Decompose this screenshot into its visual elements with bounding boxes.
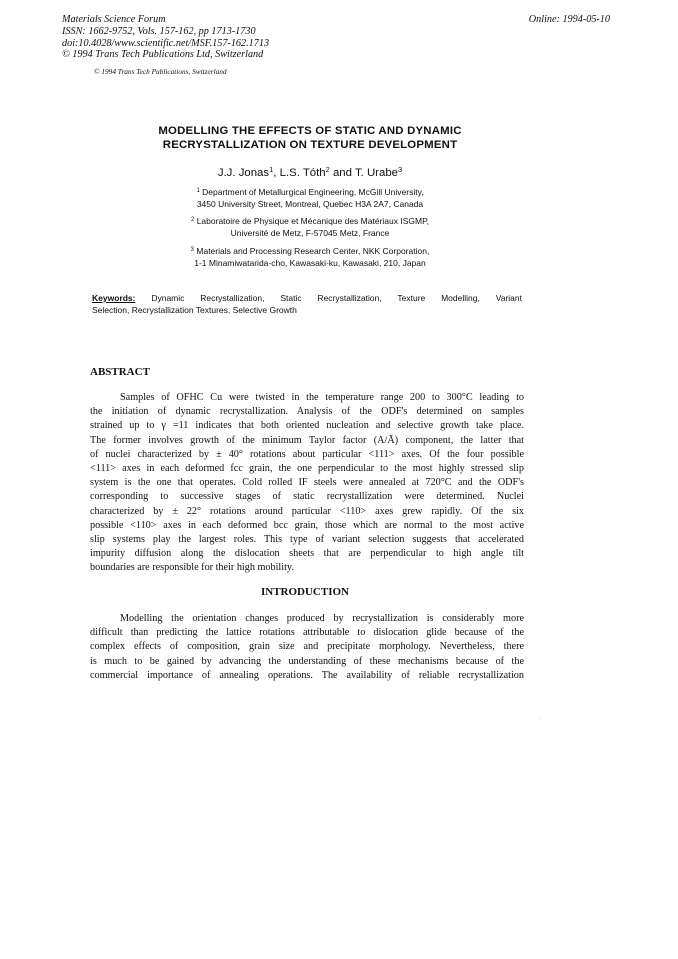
author-2-sup: 2 <box>325 165 330 174</box>
author-1: J.J. Jonas <box>217 167 270 179</box>
abstract-line: system is the one that operates. Cold rolled IF steels were annealed at 720°C and the ODF's <box>90 477 524 489</box>
abstract-heading: ABSTRACT <box>90 366 150 378</box>
introduction-line: Modelling the orientation changes produced by recrystallization is considerably more <box>120 613 524 624</box>
abstract-line: strained up to γ =11 indicates that both oriented nucleation and selective growth take place. <box>90 420 524 432</box>
abstract-line: slip systems play the largest roles. This type of variant selection suggests that accelerated <box>90 533 524 545</box>
affiliation-3-line-2: 1-1 Minamiwatarida-cho, Kawasaki-ku, Kawasaki, 210, Japan <box>194 258 426 268</box>
affiliation-3 <box>0 244 620 269</box>
journal-name: Materials Science Forum <box>62 14 166 25</box>
doi-link[interactable]: doi:10.4028/www.scientific.net/MSF.157-162.1713 <box>62 37 270 49</box>
abstract-line: boundaries are responsible for their high mobility. <box>90 562 294 574</box>
author-2: L.S. Tóth <box>279 167 326 179</box>
issn-line: ISSN: 1662-9752, Vols. 157-162, pp 1713-1730 <box>62 25 256 37</box>
affiliation-1-sup: 1 <box>196 188 200 194</box>
affiliation-1-line-1: Department of Metallurgical Engineering, McGill University, <box>202 187 424 197</box>
affiliation-2-line-2: Université de Metz, F-57045 Metz, France <box>230 228 390 238</box>
introduction-line: difficult than predicting the lattice rotations attributable to dislocation glide because of the <box>90 627 524 639</box>
affiliation-3-sup: 3 <box>190 247 195 253</box>
scan-speck <box>539 718 540 719</box>
keywords-block <box>92 293 522 316</box>
affiliation-1 <box>0 185 620 210</box>
introduction-body <box>90 612 524 683</box>
title-line-1: MODELLING THE EFFECTS OF STATIC AND DYNAMIC <box>158 125 462 137</box>
abstract-line: corresponding to successive stages of static recrystallization were determined. Nuclei <box>90 491 524 503</box>
affiliation-1-line-2: 3450 University Street, Montreal, Quebec H3A 2A7, Canada <box>196 199 424 209</box>
introduction-line: is much to be gained by advancing the understanding of these mechanisms because of the <box>90 655 524 667</box>
author-sep-1: , <box>273 167 280 179</box>
online-date: Online: 1994-05-10 <box>528 14 610 25</box>
copyright-small: © 1994 Trans Tech Publications, Switzerland <box>94 67 227 76</box>
keywords-label: Keywords: <box>92 293 136 303</box>
abstract-line: of nuclei characterized by ± 40° rotations about particular <111> axes. Of the four possible <box>90 448 524 460</box>
introduction-line: complex effects of composition, grain size and precipitate morphology. Nevertheless, there <box>90 641 524 653</box>
keywords-line-2: Selection, Recrystallization Textures, Selective Growth <box>92 304 297 315</box>
introduction-heading: INTRODUCTION <box>260 586 349 598</box>
journal-header <box>62 14 269 61</box>
abstract-line: The former involves growth of the minimum Taylor factor (A/Ā) component, the latter that <box>90 434 524 446</box>
affiliation-2 <box>0 214 620 239</box>
affiliation-2-sup: 2 <box>190 217 195 223</box>
abstract-line: the initiation of dynamic recrystallization. Analysis of the ODF's determined on samples <box>90 406 524 418</box>
abstract-line: impurity diffusion along the dislocation sheets that are perpendicular to high angle tilt <box>90 548 524 560</box>
introduction-line: commercial importance of annealing operations. The availability of reliable recrystallization <box>90 669 524 681</box>
keywords-line-1: Dynamic Recrystallization, Static Recrystallization, Texture Modelling, Variant <box>151 293 522 303</box>
title-line-2: RECRYSTALLIZATION ON TEXTURE DEVELOPMENT <box>162 139 458 151</box>
abstract-line: characterized by ± 22° rotations around particular <110> axes grew rapidly. Of the six <box>90 505 524 517</box>
paper-title <box>0 124 620 152</box>
author-1-sup: 1 <box>269 165 274 174</box>
author-list <box>0 165 620 179</box>
abstract-line: Samples of OFHC Cu were twisted in the temperature range 200 to 300°C leading to <box>120 392 524 403</box>
affiliation-3-line-1: Materials and Processing Research Center, NKK Corporation, <box>196 246 430 256</box>
author-sep-2: and <box>329 167 355 179</box>
author-3-sup: 3 <box>398 165 403 174</box>
abstract-line: <111> axes in each deformed fcc grain, the one perpendicular to the most highly stressed slip <box>90 462 524 474</box>
copyright-line: © 1994 Trans Tech Publications Ltd, Switzerland <box>62 49 264 61</box>
abstract-body <box>90 391 524 575</box>
affiliation-2-line-1: Laboratoire de Physique et Mécanique des Matériaux ISGMP, <box>196 216 430 226</box>
author-3: T. Urabe <box>354 167 398 179</box>
abstract-line: possible <110> axes in each deformed bcc grain, those which are normal to the most active <box>90 519 524 531</box>
